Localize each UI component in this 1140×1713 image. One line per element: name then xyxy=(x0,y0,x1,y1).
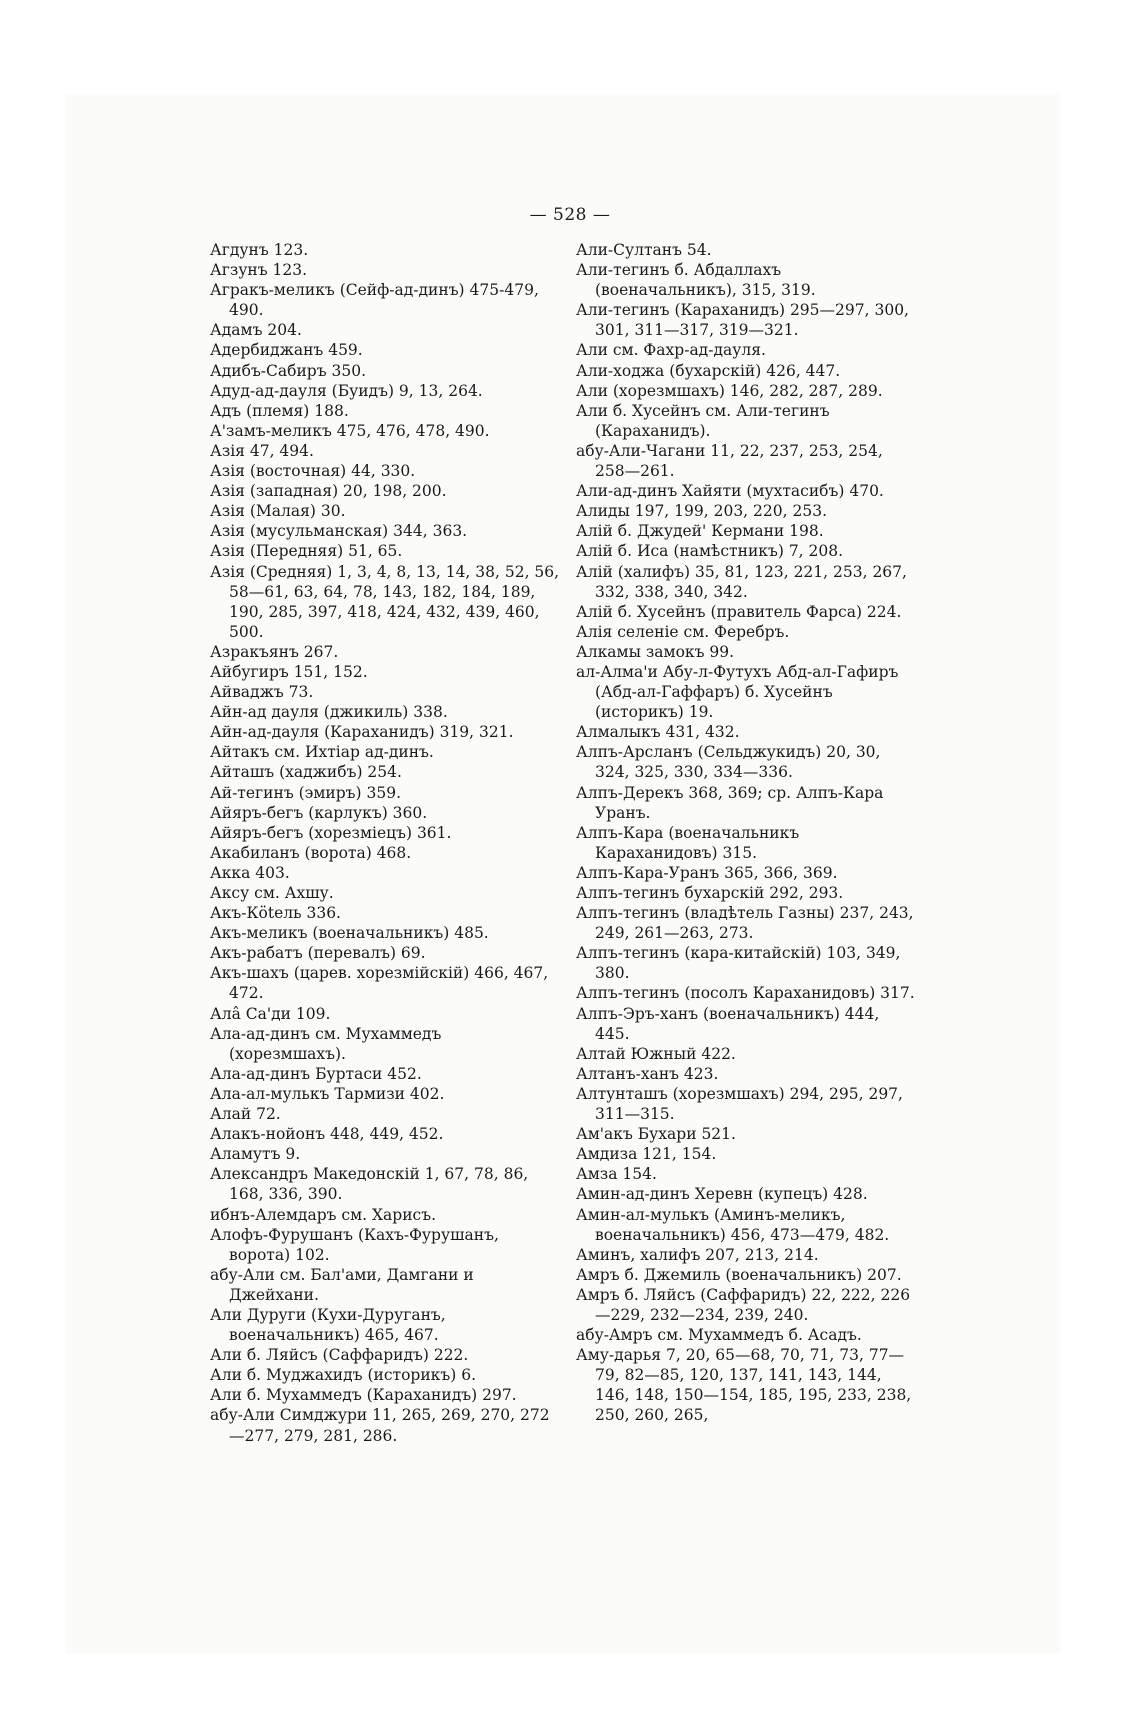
index-entry: Амръ б. Ляйсъ (Саффаридъ) 22, 222, 226—229, 232—234, 239, 240. xyxy=(576,1285,911,1324)
index-entry: Адибъ-Сабиръ 350. xyxy=(210,361,367,380)
index-entry: Алкамы замокъ 99. xyxy=(576,642,735,661)
index-entry: Аламутъ 9. xyxy=(210,1145,301,1164)
index-entry: Али-тегинъ б. Абдаллахъ (военачальникъ), 315, 319. xyxy=(576,261,816,300)
index-entry: Алія селеніе см. Феребръ. xyxy=(576,622,790,641)
index-entry: Алиды 197, 199, 203, 220, 253. xyxy=(576,502,827,521)
index-entry: Агзунъ 123. xyxy=(210,261,308,280)
index-entry: Али Дуруги (Кухи-Дуруганъ, военачальникъ) 465, 467. xyxy=(210,1305,446,1345)
index-entry: Азія (Средняя) 1, 3, 4, 8, 13, 14, 38, 52, 56, 58—61, 63, 64, 78, 143, 182, 184, 189, 190, 285, 397, 418, 424, 432, 439, 460, 500. xyxy=(210,562,560,641)
index-entry: абу-Амръ см. Мухаммедъ б. Асадъ. xyxy=(576,1326,862,1345)
index-entry: Айтакъ см. Ихтіар ад-динъ. xyxy=(210,743,434,762)
index-entry: ал-Алма'и Абу-л-Футухъ Абд-ал-Гафиръ (Абд-ал-Гаффаръ) б. Хусейнъ (историкъ) 19. xyxy=(576,662,899,722)
index-entry: Амръ б. Джемиль (военачальникъ) 207. xyxy=(576,1265,902,1284)
index-entry: Акабиланъ (ворота) 468. xyxy=(210,843,412,862)
index-entry: Амза 154. xyxy=(576,1165,657,1184)
index-entry: Агракъ-меликъ (Сейф-ад-динъ) 475-479, 490. xyxy=(210,281,539,320)
index-entry: Алпъ-Кара-Уранъ 365, 366, 369. xyxy=(576,863,838,882)
index-entry: Алпъ-тегинъ бухарскій 292, 293. xyxy=(576,884,844,902)
index-entry: Агдунъ 123. xyxy=(210,241,309,259)
index-entry: Алтай Южный 422. xyxy=(576,1044,736,1063)
index-entry: Акъ-Кötель 336. xyxy=(210,904,341,923)
index-entry: абу-Али Симджури 11, 265, 269, 270, 272—277, 279, 281, 286. xyxy=(210,1406,550,1445)
index-entry: Адамъ 204. xyxy=(210,321,302,340)
index-entry: Алпъ-Дерекъ 368, 369; ср. Алпъ-Кара Уранъ. xyxy=(576,783,884,822)
index-entry: Алпъ-Кара (военачальникъ Караханидовъ) 315. xyxy=(576,823,800,862)
index-entry: Аму-дарья 7, 20, 65—68, 70, 71, 73, 77—79, 82—85, 120, 137, 141, 143, 144, 146, 148, 150—154, 185, 195, 233, 238, 250, 260, 265, xyxy=(576,1346,912,1425)
page-number: — 528 — xyxy=(529,205,611,225)
index-entry: Акъ-меликъ (военачальникъ) 485. xyxy=(210,924,489,943)
index-entry: Алмалыкъ 431, 432. xyxy=(576,723,740,742)
index-entry: Айяръ-бегъ (хорезміецъ) 361. xyxy=(210,823,452,842)
index-entry: Аксу см. Ахшу. xyxy=(210,884,334,902)
index-entry: Айяръ-бегъ (карлукъ) 360. xyxy=(210,803,428,822)
index-entry: Азія (мусульманская) 344, 363. xyxy=(210,522,468,541)
index-entry: Азія (западная) 20, 198, 200. xyxy=(210,482,447,501)
index-entry: Адуд-ад-дауля (Буидъ) 9, 13, 264. xyxy=(210,381,483,400)
index-entry: Айн-ад дауля (джикиль) 338. xyxy=(210,703,448,722)
index-entry: Ала-ад-динъ см. Мухаммедъ (хорезмшахъ). xyxy=(210,1024,442,1063)
index-entry: Алпъ-тегинъ (кара-китайскій) 103, 349, 380. xyxy=(576,944,901,983)
index-entry: Азія (Передняя) 51, 65. xyxy=(210,542,403,561)
index-entry: Алâ Са'ди 109. xyxy=(210,1004,331,1023)
index-entry: Айваджъ 73. xyxy=(210,683,314,702)
index-entry: Ай-тегинъ (эмиръ) 359. xyxy=(210,783,402,802)
index-entry: Азія 47, 494. xyxy=(210,441,314,460)
index-entry: Алій б. Джудей' Кермани 198. xyxy=(576,522,824,541)
index-entry: Акка 403. xyxy=(210,863,290,882)
index-entry: Айташъ (хаджибъ) 254. xyxy=(210,763,402,782)
index-entry: Али-ходжа (бухарскій) 426, 447. xyxy=(576,361,841,380)
index-entry: А'замъ-меликъ 475, 476, 478, 490. xyxy=(210,421,490,440)
index-entry: Адербиджанъ 459. xyxy=(210,341,363,360)
index-entry: Алій (халифъ) 35, 81, 123, 221, 253, 267, 332, 338, 340, 342. xyxy=(576,562,907,601)
index-entry: абу-Али см. Бал'ами, Дамгани и Джейхани. xyxy=(210,1265,474,1304)
index-entry: Александръ Македонскій 1, 67, 78, 86, 168, 336, 390. xyxy=(210,1165,529,1204)
index-entry: абу-Али-Чагани 11, 22, 237, 253, 254, 258—261. xyxy=(576,441,883,481)
index-entry: Али б. Хусейнъ см. Али-тегинъ (Караханидъ). xyxy=(576,401,830,440)
index-column-left xyxy=(210,240,560,1446)
index-entry: Али (хорезмшахъ) 146, 282, 287, 289. xyxy=(576,381,883,400)
index-entry: Алтанъ-ханъ 423. xyxy=(576,1064,719,1083)
index-entry: Ала-ал-мулькъ Тармизи 402. xyxy=(210,1084,445,1103)
index-entry: Азракъянъ 267. xyxy=(210,642,339,661)
index-entry: Алпъ-Арсланъ (Сельджукидъ) 20, 30, 324, 325, 330, 334—336. xyxy=(576,743,881,782)
index-entry: Али б. Муджахидъ (историкъ) 6. xyxy=(210,1366,476,1385)
index-entry: Ала-ад-динъ Буртаси 452. xyxy=(210,1064,422,1083)
index-entry: Али б. Мухаммедъ (Караханидъ) 297. xyxy=(210,1386,517,1405)
index-column-right xyxy=(576,240,916,1426)
index-entry: Алпъ-тегинъ (посолъ Караханидовъ) 317. xyxy=(576,984,915,1003)
index-entry: Алій б. Иса (намѣстникъ) 7, 208. xyxy=(576,542,844,561)
index-entry: ибнъ-Алемдаръ см. Харисъ. xyxy=(210,1205,436,1224)
index-entry: Алпъ-тегинъ (владѣтель Газны) 237, 243, 249, 261—263, 273. xyxy=(576,904,914,943)
index-entry: Алпъ-Эръ-ханъ (военачальникъ) 444, 445. xyxy=(576,1004,880,1043)
index-entry: Акъ-шахъ (царев. хорезмійскій) 466, 467, 472. xyxy=(210,964,549,1003)
index-entry: Амин-ал-мулькъ (Аминъ-меликъ, военачальникъ) 456, 473—479, 482. xyxy=(576,1205,890,1244)
index-entry: Адъ (племя) 188. xyxy=(210,401,349,420)
index-entry: Айбугиръ 151, 152. xyxy=(210,662,368,681)
index-entry: Амдиза 121, 154. xyxy=(576,1145,717,1164)
index-entry: Али см. Фахр-ад-дауля. xyxy=(576,341,766,360)
index-entry: Али-ад-динъ Хайяти (мухтасибъ) 470. xyxy=(576,482,884,501)
index-entry: Азія (восточная) 44, 330. xyxy=(210,462,416,481)
index-entry: Айн-ад-дауля (Караханидъ) 319, 321. xyxy=(210,723,514,742)
index-entry: Акъ-рабатъ (перевалъ) 69. xyxy=(210,944,426,963)
index-entry: Али-Султанъ 54. xyxy=(576,241,712,259)
index-entry: Алай 72. xyxy=(210,1105,281,1124)
index-entry: Азія (Малая) 30. xyxy=(210,502,346,521)
index-entry: Али-тегинъ (Караханидъ) 295—297, 300, 301, 311—317, 319—321. xyxy=(576,301,909,340)
index-entry: Ам'акъ Бухари 521. xyxy=(576,1125,736,1144)
index-entry: Амин-ад-динъ Херевн (купецъ) 428. xyxy=(576,1185,868,1204)
index-entry: Алтунташъ (хорезмшахъ) 294, 295, 297, 311—315. xyxy=(576,1084,903,1124)
index-entry: Алофъ-Фурушанъ (Кахъ-Фурушанъ, ворота) 102. xyxy=(210,1225,499,1264)
index-entry: Али б. Ляйсъ (Саффаридъ) 222. xyxy=(210,1346,469,1365)
index-entry: Алакъ-нойонъ 448, 449, 452. xyxy=(210,1125,444,1144)
index-entry: Аминъ, халифъ 207, 213, 214. xyxy=(576,1245,819,1264)
index-entry: Алій б. Хусейнъ (правитель Фарса) 224. xyxy=(576,602,902,621)
